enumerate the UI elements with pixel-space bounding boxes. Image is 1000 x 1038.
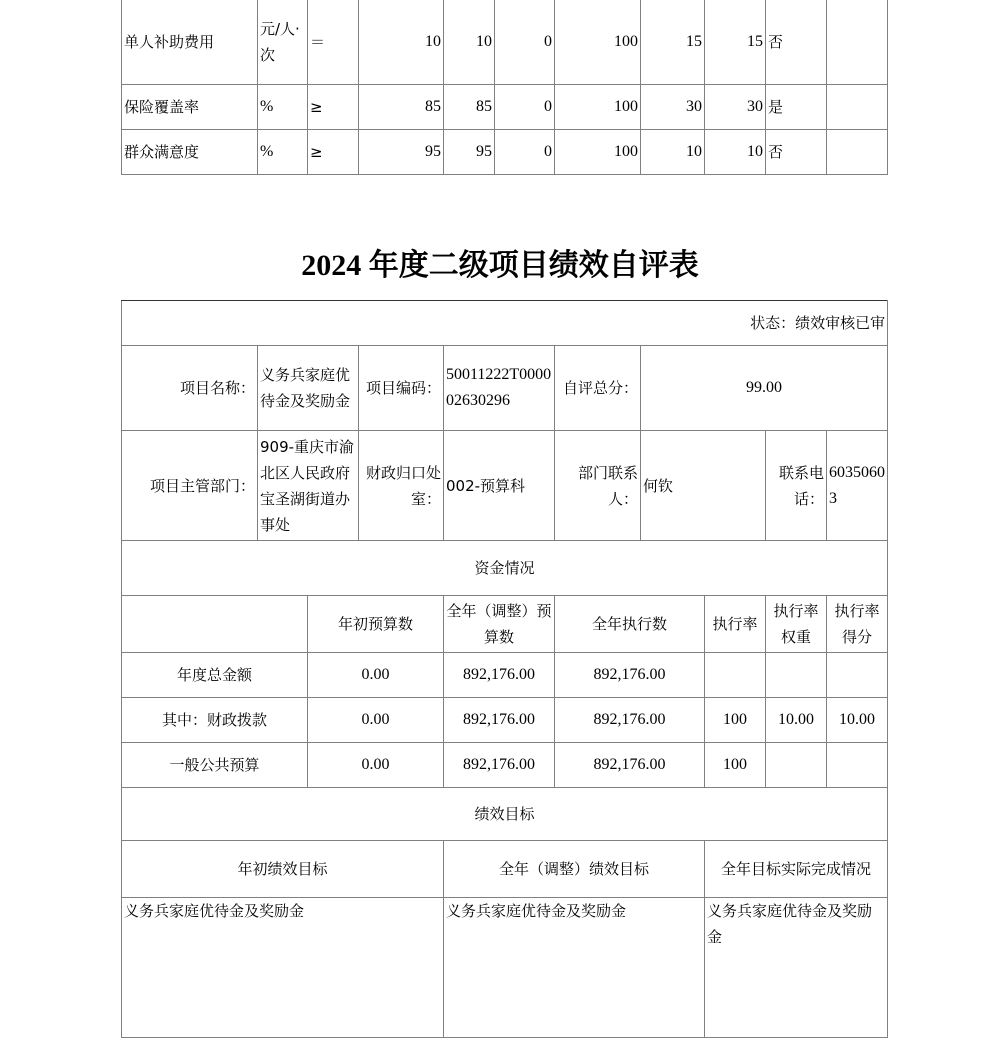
indicator-note: [827, 85, 888, 130]
funds-row-label: 年度总金额: [122, 653, 308, 698]
table-row: [122, 743, 888, 788]
dept-row: [122, 431, 888, 541]
indicator-score: 15: [705, 0, 766, 85]
goals-header-row: [122, 841, 888, 898]
table-row: [122, 85, 888, 130]
funds-header: 全年（调整）预算数: [444, 596, 555, 653]
page-title: 2024 年度二级项目绩效自评表: [301, 249, 699, 282]
phone-value: 60350603: [827, 431, 888, 541]
funds-header: [122, 596, 308, 653]
funds-header-row: [122, 596, 888, 653]
indicator-table: [121, 0, 888, 175]
funds-cell: 892,176.00: [444, 653, 555, 698]
funds-cell: 10.00: [827, 698, 888, 743]
goals-adjusted-value: 义务兵家庭优待金及奖励金: [444, 898, 705, 1038]
dept-label: 项目主管部门：: [122, 431, 258, 541]
funds-section-title: 资金情况: [122, 541, 888, 596]
indicator-target: 10: [359, 0, 444, 85]
funds-cell: 892,176.00: [444, 698, 555, 743]
indicator-rate: 100: [555, 130, 641, 175]
indicator-score: 30: [705, 85, 766, 130]
funds-cell: 10.00: [766, 698, 827, 743]
funds-cell: 892,176.00: [555, 653, 705, 698]
indicator-flag: 是: [766, 85, 827, 130]
status-row: [122, 301, 888, 346]
indicator-actual: 85: [444, 85, 495, 130]
table-row: [122, 698, 888, 743]
indicator-name: 群众满意度: [122, 130, 258, 175]
indicator-operator: ＝: [308, 0, 359, 85]
funds-header: 执行率权重: [766, 596, 827, 653]
indicator-target: 95: [359, 130, 444, 175]
indicator-actual: 95: [444, 130, 495, 175]
funds-cell: 892,176.00: [555, 743, 705, 788]
indicator-deviation: 0: [495, 85, 555, 130]
funds-header: 执行率: [705, 596, 766, 653]
funds-section-row: [122, 541, 888, 596]
indicator-flag: 否: [766, 0, 827, 85]
funds-cell: [827, 743, 888, 788]
indicator-score: 10: [705, 130, 766, 175]
project-code-label: 项目编码：: [359, 346, 444, 431]
finance-office-label: 财政归口处室：: [359, 431, 444, 541]
contact-label: 部门联系人：: [555, 431, 641, 541]
indicator-deviation: 0: [495, 0, 555, 85]
indicator-target: 85: [359, 85, 444, 130]
contact-value: 何钦: [641, 431, 766, 541]
score-value: 99.00: [641, 346, 888, 431]
table-row: [122, 653, 888, 698]
table-row: [122, 130, 888, 175]
indicator-flag: 否: [766, 130, 827, 175]
funds-row-label: 其中：财政拨款: [122, 698, 308, 743]
funds-header: 年初预算数: [308, 596, 444, 653]
funds-cell: [766, 743, 827, 788]
funds-cell: [827, 653, 888, 698]
funds-cell: 0.00: [308, 698, 444, 743]
funds-cell: 100: [705, 743, 766, 788]
dept-value: 909-重庆市渝北区人民政府宝圣湖街道办事处: [258, 431, 359, 541]
finance-office-value: 002-预算科: [444, 431, 555, 541]
project-code-value: 50011222T000002630296: [444, 346, 555, 431]
indicator-note: [827, 130, 888, 175]
goals-header-initial: 年初绩效目标: [122, 841, 444, 898]
project-name-label: 项目名称：: [122, 346, 258, 431]
funds-cell: 892,176.00: [555, 698, 705, 743]
goals-value-row: [122, 898, 888, 1038]
status-badge: 状态：绩效审核已审: [122, 301, 888, 346]
score-label: 自评总分：: [555, 346, 641, 431]
indicator-note: [827, 0, 888, 85]
funds-header: 执行率得分: [827, 596, 888, 653]
phone-label: 联系电话：: [766, 431, 827, 541]
project-name-value: 义务兵家庭优待金及奖励金: [258, 346, 359, 431]
indicator-deviation: 0: [495, 130, 555, 175]
indicator-unit: %: [258, 85, 308, 130]
funds-cell: 100: [705, 698, 766, 743]
indicator-weight: 15: [641, 0, 705, 85]
indicator-name: 保险覆盖率: [122, 85, 258, 130]
indicator-unit: 元/人·次: [258, 0, 308, 85]
funds-row-label: 一般公共预算: [122, 743, 308, 788]
goals-header-adjusted: 全年（调整）绩效目标: [444, 841, 705, 898]
indicator-rate: 100: [555, 0, 641, 85]
goals-actual-value: 义务兵家庭优待金及奖励金: [705, 898, 888, 1038]
funds-cell: 0.00: [308, 653, 444, 698]
funds-cell: 0.00: [308, 743, 444, 788]
funds-header: 全年执行数: [555, 596, 705, 653]
project-row: [122, 346, 888, 431]
funds-cell: 892,176.00: [444, 743, 555, 788]
goals-header-actual: 全年目标实际完成情况: [705, 841, 888, 898]
indicator-actual: 10: [444, 0, 495, 85]
funds-cell: [705, 653, 766, 698]
goals-initial-value: 义务兵家庭优待金及奖励金: [122, 898, 444, 1038]
indicator-weight: 10: [641, 130, 705, 175]
indicator-name: 单人补助费用: [122, 0, 258, 85]
table-row: [122, 0, 888, 85]
indicator-rate: 100: [555, 85, 641, 130]
indicator-unit: %: [258, 130, 308, 175]
indicator-weight: 30: [641, 85, 705, 130]
indicator-operator: ≥: [308, 130, 359, 175]
evaluation-table: [121, 300, 888, 1038]
funds-cell: [766, 653, 827, 698]
indicator-operator: ≥: [308, 85, 359, 130]
goals-section-title: 绩效目标: [122, 788, 888, 841]
goals-section-row: [122, 788, 888, 841]
